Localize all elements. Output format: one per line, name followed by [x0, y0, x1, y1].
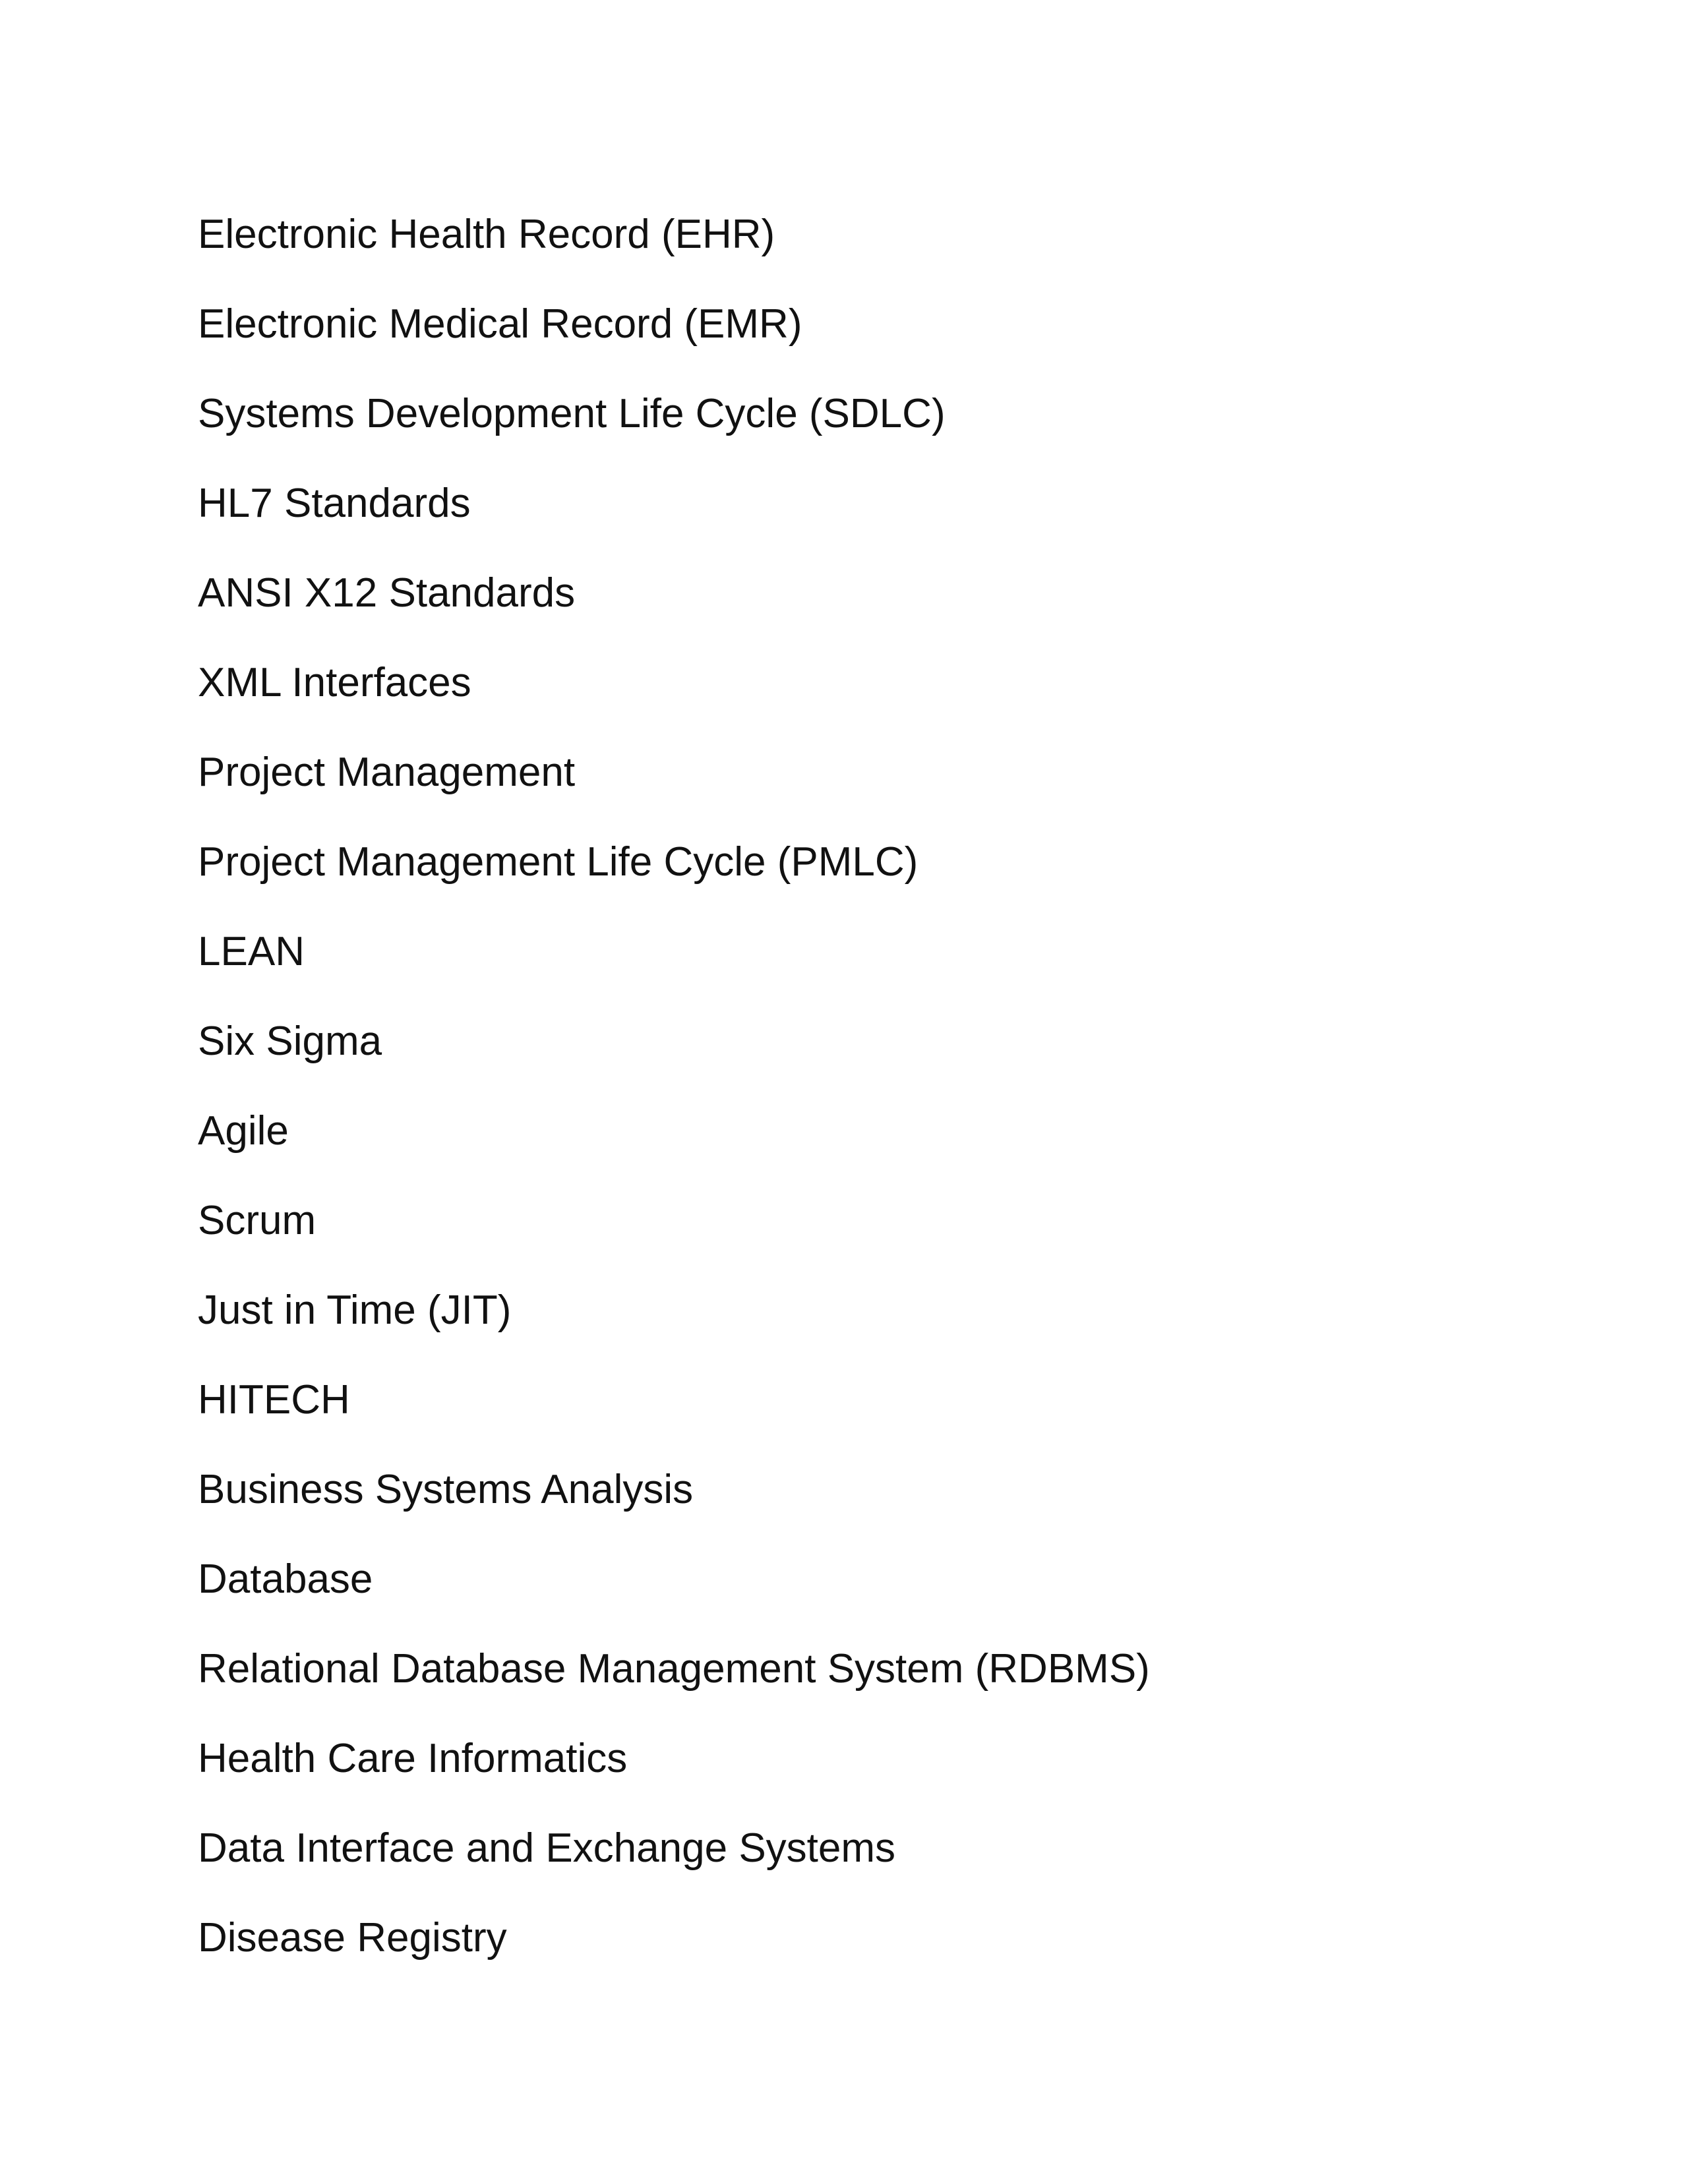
list-item: Relational Database Management System (RDBMS) — [198, 1646, 1150, 1692]
list-item: Data Interface and Exchange Systems — [198, 1825, 896, 1871]
list-item: Database — [198, 1556, 373, 1602]
list-item: Agile — [198, 1108, 289, 1154]
list-item: Scrum — [198, 1198, 316, 1243]
term-list — [198, 190, 1150, 1983]
list-item: Electronic Medical Record (EMR) — [198, 301, 802, 347]
list-item: Business Systems Analysis — [198, 1467, 694, 1512]
list-item: Six Sigma — [198, 1018, 382, 1064]
list-item: HITECH — [198, 1377, 350, 1423]
list-item: ANSI X12 Standards — [198, 570, 576, 616]
list-item: HL7 Standards — [198, 481, 471, 526]
list-item: Disease Registry — [198, 1915, 507, 1961]
list-item: Health Care Informatics — [198, 1736, 628, 1781]
list-item: Electronic Health Record (EHR) — [198, 212, 775, 257]
list-item: Systems Development Life Cycle (SDLC) — [198, 391, 946, 436]
list-item: XML Interfaces — [198, 660, 471, 705]
list-item: Project Management Life Cycle (PMLC) — [198, 839, 919, 885]
list-item: Project Management — [198, 750, 576, 795]
list-item: Just in Time (JIT) — [198, 1287, 512, 1333]
list-item: LEAN — [198, 929, 305, 974]
